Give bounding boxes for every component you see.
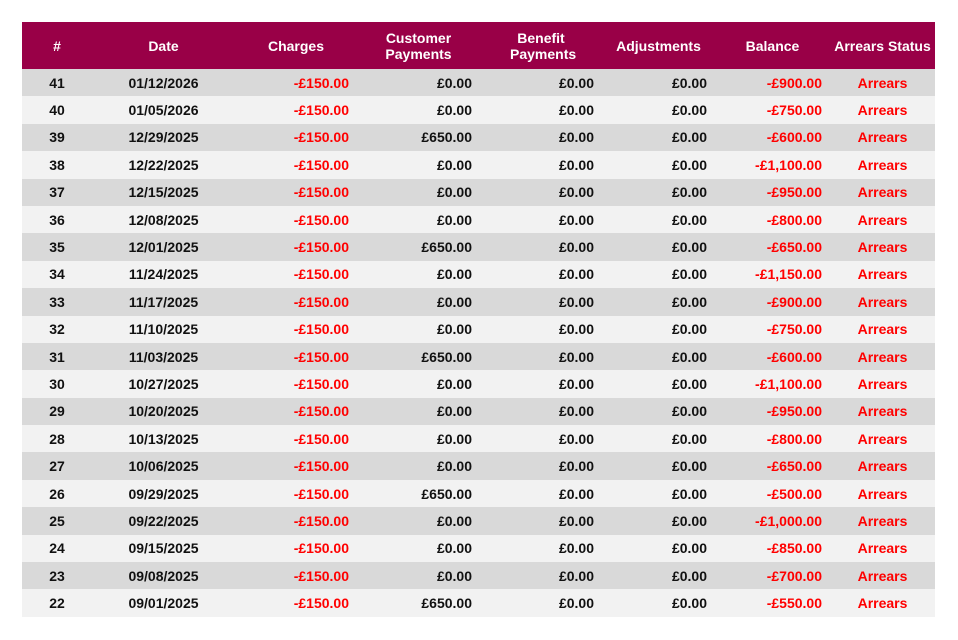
charges-cell: -£150.00 bbox=[235, 206, 357, 233]
benefit-payments-cell: £0.00 bbox=[480, 507, 602, 534]
row-number: 39 bbox=[22, 124, 92, 151]
balance-cell: -£700.00 bbox=[715, 562, 830, 589]
date-cell: 12/22/2025 bbox=[92, 151, 235, 178]
customer-payments-cell: £650.00 bbox=[357, 233, 480, 260]
table-row bbox=[22, 261, 935, 288]
balance-cell: -£800.00 bbox=[715, 425, 830, 452]
benefit-payments-cell: £0.00 bbox=[480, 233, 602, 260]
balance-cell: -£650.00 bbox=[715, 233, 830, 260]
row-number: 33 bbox=[22, 288, 92, 315]
charges-cell: -£150.00 bbox=[235, 316, 357, 343]
header-customer-payments: Customer Payments bbox=[357, 22, 480, 69]
row-number: 30 bbox=[22, 370, 92, 397]
arrears-status-cell: Arrears bbox=[830, 398, 935, 425]
customer-payments-cell: £0.00 bbox=[357, 398, 480, 425]
charges-cell: -£150.00 bbox=[235, 124, 357, 151]
charges-cell: -£150.00 bbox=[235, 425, 357, 452]
arrears-status-cell: Arrears bbox=[830, 343, 935, 370]
customer-payments-cell: £0.00 bbox=[357, 179, 480, 206]
adjustments-cell: £0.00 bbox=[602, 589, 715, 616]
adjustments-cell: £0.00 bbox=[602, 288, 715, 315]
adjustments-cell: £0.00 bbox=[602, 398, 715, 425]
arrears-status-cell: Arrears bbox=[830, 507, 935, 534]
adjustments-cell: £0.00 bbox=[602, 535, 715, 562]
table-row bbox=[22, 69, 935, 96]
adjustments-cell: £0.00 bbox=[602, 452, 715, 479]
benefit-payments-cell: £0.00 bbox=[480, 124, 602, 151]
arrears-status-cell: Arrears bbox=[830, 370, 935, 397]
arrears-status-cell: Arrears bbox=[830, 562, 935, 589]
customer-payments-cell: £650.00 bbox=[357, 589, 480, 616]
header-adjustments: Adjustments bbox=[602, 22, 715, 69]
adjustments-cell: £0.00 bbox=[602, 151, 715, 178]
row-number: 28 bbox=[22, 425, 92, 452]
adjustments-cell: £0.00 bbox=[602, 206, 715, 233]
date-cell: 12/15/2025 bbox=[92, 179, 235, 206]
row-number: 26 bbox=[22, 480, 92, 507]
benefit-payments-cell: £0.00 bbox=[480, 69, 602, 96]
table-row bbox=[22, 452, 935, 479]
benefit-payments-cell: £0.00 bbox=[480, 425, 602, 452]
balance-cell: -£600.00 bbox=[715, 343, 830, 370]
balance-cell: -£650.00 bbox=[715, 452, 830, 479]
customer-payments-cell: £0.00 bbox=[357, 452, 480, 479]
date-cell: 09/29/2025 bbox=[92, 480, 235, 507]
benefit-payments-cell: £0.00 bbox=[480, 562, 602, 589]
adjustments-cell: £0.00 bbox=[602, 179, 715, 206]
benefit-payments-cell: £0.00 bbox=[480, 288, 602, 315]
arrears-status-cell: Arrears bbox=[830, 96, 935, 123]
table-row bbox=[22, 562, 935, 589]
header-number: # bbox=[22, 22, 92, 69]
arrears-status-cell: Arrears bbox=[830, 233, 935, 260]
charges-cell: -£150.00 bbox=[235, 343, 357, 370]
benefit-payments-cell: £0.00 bbox=[480, 151, 602, 178]
row-number: 27 bbox=[22, 452, 92, 479]
customer-payments-cell: £0.00 bbox=[357, 370, 480, 397]
arrears-status-cell: Arrears bbox=[830, 589, 935, 616]
charges-cell: -£150.00 bbox=[235, 507, 357, 534]
charges-cell: -£150.00 bbox=[235, 480, 357, 507]
arrears-status-cell: Arrears bbox=[830, 179, 935, 206]
customer-payments-cell: £0.00 bbox=[357, 261, 480, 288]
balance-cell: -£1,000.00 bbox=[715, 507, 830, 534]
row-number: 25 bbox=[22, 507, 92, 534]
benefit-payments-cell: £0.00 bbox=[480, 535, 602, 562]
charges-cell: -£150.00 bbox=[235, 562, 357, 589]
table-row bbox=[22, 288, 935, 315]
balance-cell: -£600.00 bbox=[715, 124, 830, 151]
customer-payments-cell: £0.00 bbox=[357, 507, 480, 534]
customer-payments-cell: £0.00 bbox=[357, 96, 480, 123]
adjustments-cell: £0.00 bbox=[602, 124, 715, 151]
benefit-payments-cell: £0.00 bbox=[480, 96, 602, 123]
table-row bbox=[22, 179, 935, 206]
benefit-payments-cell: £0.00 bbox=[480, 179, 602, 206]
benefit-payments-cell: £0.00 bbox=[480, 452, 602, 479]
table-row bbox=[22, 151, 935, 178]
arrears-status-cell: Arrears bbox=[830, 480, 935, 507]
customer-payments-cell: £0.00 bbox=[357, 288, 480, 315]
table-row bbox=[22, 206, 935, 233]
table-row bbox=[22, 96, 935, 123]
header-charges: Charges bbox=[235, 22, 357, 69]
arrears-status-cell: Arrears bbox=[830, 425, 935, 452]
table-row bbox=[22, 535, 935, 562]
table-row bbox=[22, 507, 935, 534]
customer-payments-cell: £650.00 bbox=[357, 343, 480, 370]
table-row bbox=[22, 425, 935, 452]
date-cell: 01/05/2026 bbox=[92, 96, 235, 123]
header-arrears-status: Arrears Status bbox=[830, 22, 935, 69]
date-cell: 09/01/2025 bbox=[92, 589, 235, 616]
arrears-status-cell: Arrears bbox=[830, 452, 935, 479]
table-row bbox=[22, 370, 935, 397]
benefit-payments-cell: £0.00 bbox=[480, 589, 602, 616]
balance-cell: -£800.00 bbox=[715, 206, 830, 233]
date-cell: 11/03/2025 bbox=[92, 343, 235, 370]
row-number: 36 bbox=[22, 206, 92, 233]
header-date: Date bbox=[92, 22, 235, 69]
adjustments-cell: £0.00 bbox=[602, 96, 715, 123]
adjustments-cell: £0.00 bbox=[602, 233, 715, 260]
balance-cell: -£1,100.00 bbox=[715, 151, 830, 178]
arrears-status-cell: Arrears bbox=[830, 69, 935, 96]
balance-cell: -£850.00 bbox=[715, 535, 830, 562]
table-row bbox=[22, 343, 935, 370]
customer-payments-cell: £650.00 bbox=[357, 124, 480, 151]
benefit-payments-cell: £0.00 bbox=[480, 316, 602, 343]
benefit-payments-cell: £0.00 bbox=[480, 261, 602, 288]
row-number: 35 bbox=[22, 233, 92, 260]
charges-cell: -£150.00 bbox=[235, 179, 357, 206]
date-cell: 11/17/2025 bbox=[92, 288, 235, 315]
adjustments-cell: £0.00 bbox=[602, 261, 715, 288]
date-cell: 12/08/2025 bbox=[92, 206, 235, 233]
balance-cell: -£750.00 bbox=[715, 316, 830, 343]
row-number: 37 bbox=[22, 179, 92, 206]
header-row bbox=[22, 22, 935, 69]
benefit-payments-cell: £0.00 bbox=[480, 398, 602, 425]
adjustments-cell: £0.00 bbox=[602, 316, 715, 343]
benefit-payments-cell: £0.00 bbox=[480, 206, 602, 233]
arrears-status-cell: Arrears bbox=[830, 288, 935, 315]
row-number: 40 bbox=[22, 96, 92, 123]
row-number: 38 bbox=[22, 151, 92, 178]
balance-cell: -£1,150.00 bbox=[715, 261, 830, 288]
adjustments-cell: £0.00 bbox=[602, 425, 715, 452]
row-number: 24 bbox=[22, 535, 92, 562]
date-cell: 12/01/2025 bbox=[92, 233, 235, 260]
row-number: 41 bbox=[22, 69, 92, 96]
date-cell: 10/13/2025 bbox=[92, 425, 235, 452]
arrears-status-cell: Arrears bbox=[830, 124, 935, 151]
customer-payments-cell: £0.00 bbox=[357, 206, 480, 233]
balance-cell: -£550.00 bbox=[715, 589, 830, 616]
arrears-status-cell: Arrears bbox=[830, 151, 935, 178]
balance-cell: -£900.00 bbox=[715, 288, 830, 315]
customer-payments-cell: £0.00 bbox=[357, 316, 480, 343]
customer-payments-cell: £0.00 bbox=[357, 562, 480, 589]
customer-payments-cell: £0.00 bbox=[357, 425, 480, 452]
row-number: 29 bbox=[22, 398, 92, 425]
charges-cell: -£150.00 bbox=[235, 151, 357, 178]
adjustments-cell: £0.00 bbox=[602, 343, 715, 370]
charges-cell: -£150.00 bbox=[235, 452, 357, 479]
arrears-status-cell: Arrears bbox=[830, 206, 935, 233]
balance-cell: -£500.00 bbox=[715, 480, 830, 507]
charges-cell: -£150.00 bbox=[235, 261, 357, 288]
row-number: 34 bbox=[22, 261, 92, 288]
balance-cell: -£750.00 bbox=[715, 96, 830, 123]
adjustments-cell: £0.00 bbox=[602, 562, 715, 589]
charges-cell: -£150.00 bbox=[235, 69, 357, 96]
charges-cell: -£150.00 bbox=[235, 398, 357, 425]
table-row bbox=[22, 233, 935, 260]
balance-cell: -£1,100.00 bbox=[715, 370, 830, 397]
balance-cell: -£950.00 bbox=[715, 398, 830, 425]
date-cell: 11/10/2025 bbox=[92, 316, 235, 343]
benefit-payments-cell: £0.00 bbox=[480, 343, 602, 370]
arrears-status-cell: Arrears bbox=[830, 535, 935, 562]
row-number: 22 bbox=[22, 589, 92, 616]
date-cell: 10/06/2025 bbox=[92, 452, 235, 479]
table-row bbox=[22, 124, 935, 151]
adjustments-cell: £0.00 bbox=[602, 69, 715, 96]
customer-payments-cell: £0.00 bbox=[357, 535, 480, 562]
row-number: 31 bbox=[22, 343, 92, 370]
charges-cell: -£150.00 bbox=[235, 288, 357, 315]
customer-payments-cell: £0.00 bbox=[357, 69, 480, 96]
date-cell: 11/24/2025 bbox=[92, 261, 235, 288]
date-cell: 12/29/2025 bbox=[92, 124, 235, 151]
charges-cell: -£150.00 bbox=[235, 233, 357, 260]
date-cell: 09/08/2025 bbox=[92, 562, 235, 589]
row-number: 23 bbox=[22, 562, 92, 589]
charges-cell: -£150.00 bbox=[235, 535, 357, 562]
table-row bbox=[22, 316, 935, 343]
balance-cell: -£950.00 bbox=[715, 179, 830, 206]
date-cell: 09/22/2025 bbox=[92, 507, 235, 534]
date-cell: 09/15/2025 bbox=[92, 535, 235, 562]
benefit-payments-cell: £0.00 bbox=[480, 370, 602, 397]
table-row bbox=[22, 589, 935, 616]
header-benefit-payments: Benefit Payments bbox=[480, 22, 602, 69]
arrears-table bbox=[22, 22, 935, 617]
benefit-payments-cell: £0.00 bbox=[480, 480, 602, 507]
date-cell: 10/20/2025 bbox=[92, 398, 235, 425]
adjustments-cell: £0.00 bbox=[602, 370, 715, 397]
charges-cell: -£150.00 bbox=[235, 96, 357, 123]
adjustments-cell: £0.00 bbox=[602, 480, 715, 507]
arrears-status-cell: Arrears bbox=[830, 261, 935, 288]
date-cell: 01/12/2026 bbox=[92, 69, 235, 96]
customer-payments-cell: £650.00 bbox=[357, 480, 480, 507]
table-row bbox=[22, 398, 935, 425]
table-row bbox=[22, 480, 935, 507]
adjustments-cell: £0.00 bbox=[602, 507, 715, 534]
customer-payments-cell: £0.00 bbox=[357, 151, 480, 178]
balance-cell: -£900.00 bbox=[715, 69, 830, 96]
charges-cell: -£150.00 bbox=[235, 370, 357, 397]
charges-cell: -£150.00 bbox=[235, 589, 357, 616]
arrears-status-cell: Arrears bbox=[830, 316, 935, 343]
header-balance: Balance bbox=[715, 22, 830, 69]
date-cell: 10/27/2025 bbox=[92, 370, 235, 397]
row-number: 32 bbox=[22, 316, 92, 343]
